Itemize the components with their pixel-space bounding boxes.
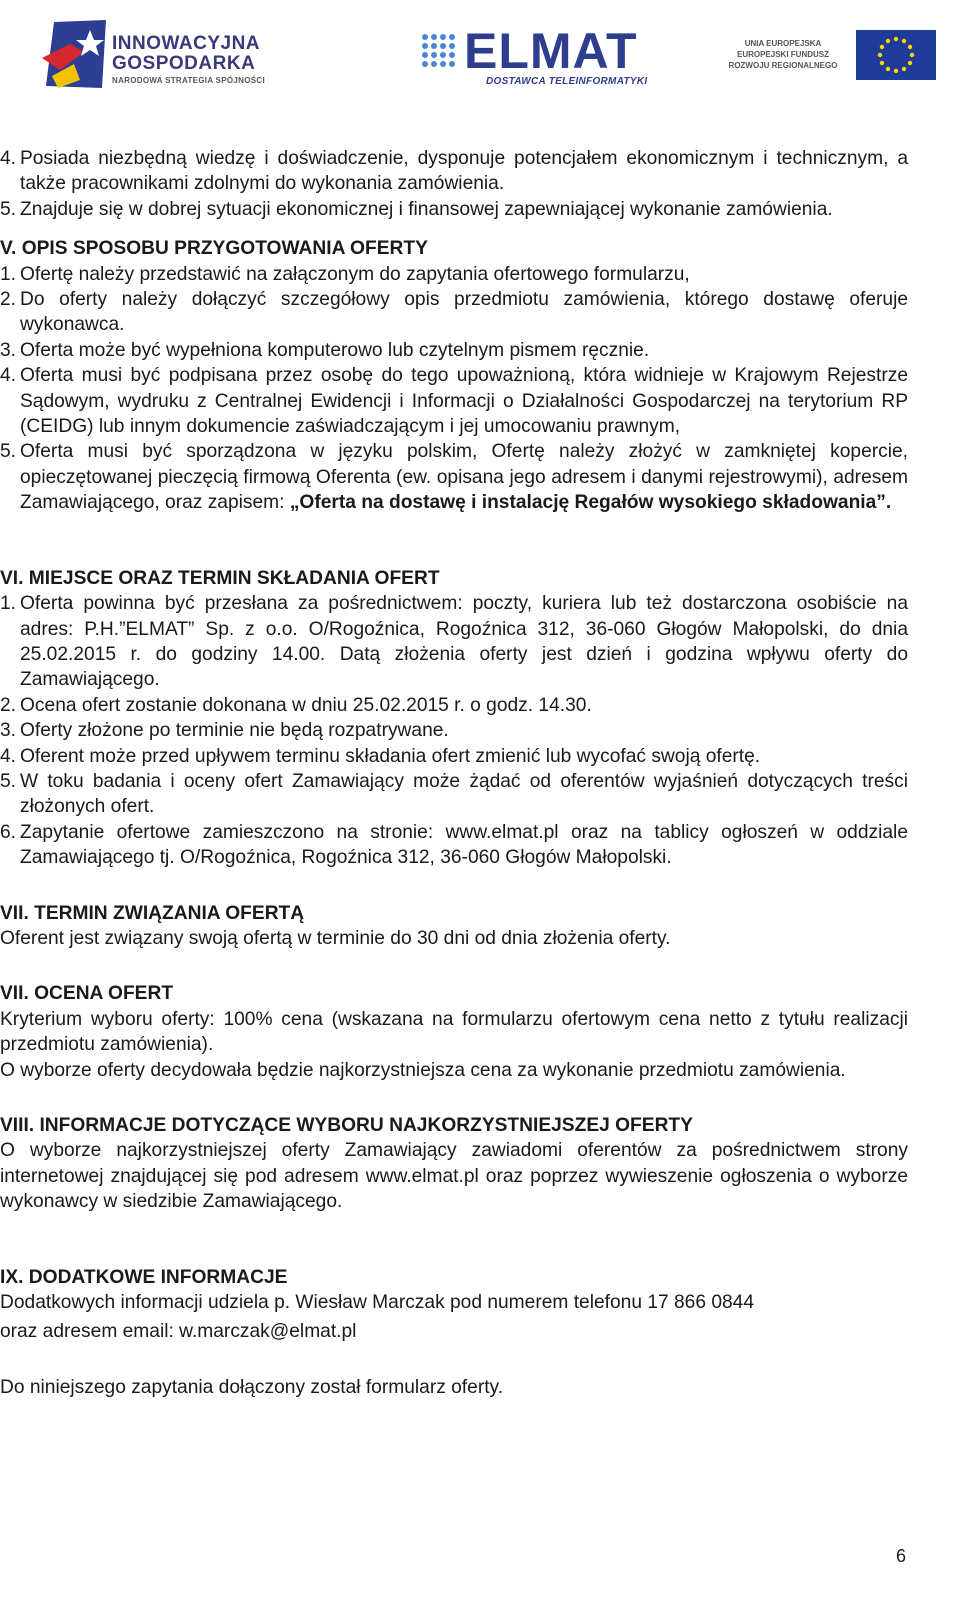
eu-fund-logo <box>720 30 930 80</box>
section-ix-heading: IX. DODATKOWE INFORMACJE <box>0 1266 288 1288</box>
section-vii-heading: VII. TERMIN ZWIĄZANIA OFERTĄ <box>0 902 305 924</box>
item-number: 5. <box>0 441 17 463</box>
innowacyjna-gospodarka-logo <box>40 14 300 94</box>
item-number: 4. <box>0 365 17 387</box>
item-text: Posiada niezbędną wiedzę i doświadczenie, dysponuje potencjałem ekonomicznym i technicznym, a także pracownikami zdolnymi do wykonania zamówienia. <box>20 148 908 195</box>
item-text: Oferta może być wypełniona komputerowo lub czytelnym pismem ręcznie. <box>20 339 650 361</box>
list-item <box>0 363 908 439</box>
elmat-tagline: DOSTAWCA TELEINFORMATYKI <box>486 76 648 87</box>
item-number: 3. <box>0 339 17 361</box>
item-text: Ocena ofert zostanie dokonana w dniu 25.02.2015 r. o godz. 14.30. <box>20 694 592 716</box>
list-item <box>0 287 908 338</box>
list-item <box>0 693 908 718</box>
section-ix-text2: oraz adresem email: w.marczak@elmat.pl <box>0 1321 357 1343</box>
item-number: 2. <box>0 694 17 716</box>
eu-line1: UNIA EUROPEJSKA <box>744 39 822 48</box>
list-item <box>0 769 908 820</box>
section-ix-text3: Do niniejszego zapytania dołączony został formularz oferty. <box>0 1376 504 1398</box>
item-text <box>20 439 908 515</box>
eu-fund-text <box>720 38 846 71</box>
eu-line3: ROZWOJU REGIONALNEGO <box>728 61 838 70</box>
item-text: Zapytanie ofertowe zamieszczono na stronie: www.elmat.pl oraz na tablicy ogłoszeń w oddziale Zamawiającego tj. O/Rogoźnica, Rogoźnica 312, 36-060 Głogów Małopolski. <box>20 821 908 869</box>
section-vii-text: Oferent jest związany swoją ofertą w terminie do 30 dni od dnia złożenia oferty. <box>0 927 671 949</box>
item-number: 2. <box>0 289 17 311</box>
item-number: 3. <box>0 720 17 742</box>
item-text: Do oferty należy dołączyć szczegółowy opis przedmiotu zamówienia, którego dostawę oferuje wykonawca. <box>20 289 908 336</box>
page-number: 6 <box>896 1546 907 1566</box>
list-item <box>0 262 908 287</box>
item-text: Oferent może przed upływem terminu składania ofert zmienić lub wycofać swoją ofertę. <box>20 745 761 767</box>
list-item <box>0 338 908 363</box>
list-item <box>0 439 908 515</box>
section-vii-b-heading: VII. OCENA OFERT <box>0 983 174 1005</box>
list-item <box>0 718 908 743</box>
document-body <box>0 146 908 1400</box>
item-number: 1. <box>0 263 17 285</box>
page-header <box>0 0 960 100</box>
item-number: 4. <box>0 745 17 767</box>
item-text: Znajduje się w dobrej sytuacji ekonomicznej i finansowej zapewniającej wykonanie zamówienia. <box>20 198 833 220</box>
section-viii-text: O wyborze najkorzystniejszej oferty Zamawiający zawiadomi oferentów za pośrednictwem strony internetowej znajdującej się pod adresem www.elmat.pl oraz poprzez wywieszenie ogłoszenia o wyborze wykonawcy w siedzibie Zamawiającego. <box>0 1140 908 1213</box>
elmat-wordmark: ELMAT <box>464 23 638 79</box>
item-number: 1. <box>0 593 17 615</box>
eu-flag-icon <box>856 30 936 80</box>
innowacyjna-gospodarka-mark-icon <box>40 18 110 90</box>
item-text-regular: Oferta musi być sporządzona w języku polskim, Ofertę należy złożyć w zamkniętej kopercie, opieczętowanej pieczęcią firmową Oferenta (ew. opisana jego adresem i danymi rejestrowymi), adresem Zamawiającego, oraz zapisem: <box>20 441 908 514</box>
list-item <box>0 197 908 222</box>
logo-left-line3: NARODOWA STRATEGIA SPÓJNOŚCI <box>112 76 266 85</box>
item-text: Oferta musi być podpisana przez osobę do tego upoważnioną, która widnieje w Krajowym Rejestrze Sądowym, wydruku z Centralnej Ewidencji i Informacji o Działalności Gospodarczej na terytorium RP (CEIDG) lub innym dokumencie zaświadczającym i jej umocowaniu prawnym, <box>20 365 908 438</box>
item-text-bold: „Oferta na dostawę i instalację Regałów wysokiego składowania”. <box>289 492 892 514</box>
item-number: 5. <box>0 770 17 792</box>
list-item <box>0 591 908 693</box>
elmat-dots-icon <box>420 32 460 72</box>
section-vi-heading: VI. MIEJSCE ORAZ TERMIN SKŁADANIA OFERT <box>0 567 440 589</box>
item-text: Oferty złożone po terminie nie będą rozpatrywane. <box>20 720 449 742</box>
item-text: Oferta powinna być przesłana za pośrednictwem: poczty, kuriera lub też dostarczona osobiście na adres: P.H.”ELMAT” Sp. z o.o. O/Rogoźnica, Rogoźnica 312, 36-060 Głogów Małopolski, do dnia 25.02.2015 r. do godziny 14.00. Datą złożenia oferty jest dzień i godzina wpływu oferty do Zamawiającego. <box>20 593 908 691</box>
logo-left-line1: INNOWACYJNA <box>112 33 261 54</box>
logo-left-line2: GOSPODARKA <box>112 53 256 74</box>
section-v-heading: V. OPIS SPOSOBU PRZYGOTOWANIA OFERTY <box>0 238 428 260</box>
list-item <box>0 820 908 871</box>
innowacyjna-gospodarka-wordmark <box>112 34 265 88</box>
list-item <box>0 744 908 769</box>
item-text: W toku badania i oceny ofert Zamawiający może żądać od oferentów wyjaśnień dotyczących treści złożonych ofert. <box>20 770 908 818</box>
section-vii-b-text1: Kryterium wyboru oferty: 100% cena (wskazana na formularzu ofertowym cena netto z tytułu realizacji przedmiotu zamówienia). <box>0 1008 908 1056</box>
item-number: 5. <box>0 198 17 220</box>
list-item <box>0 146 908 197</box>
item-number: 4. <box>0 148 17 169</box>
elmat-logo <box>420 23 690 87</box>
section-ix-text1: Dodatkowych informacji udziela p. Wiesław Marczak pod numerem telefonu 17 866 0844 <box>0 1292 755 1314</box>
eu-line2: EUROPEJSKI FUNDUSZ <box>736 50 829 59</box>
item-number: 6. <box>0 821 17 843</box>
section-vii-b-text2: O wyborze oferty decydowała będzie najkorzystniejsza cena za wykonanie przedmiotu zamówienia. <box>0 1059 846 1081</box>
item-text: Ofertę należy przedstawić na załączonym do zapytania ofertowego formularzu, <box>20 263 690 285</box>
section-viii-heading: VIII. INFORMACJE DOTYCZĄCE WYBORU NAJKORZYSTNIEJSZEJ OFERTY <box>0 1115 693 1136</box>
